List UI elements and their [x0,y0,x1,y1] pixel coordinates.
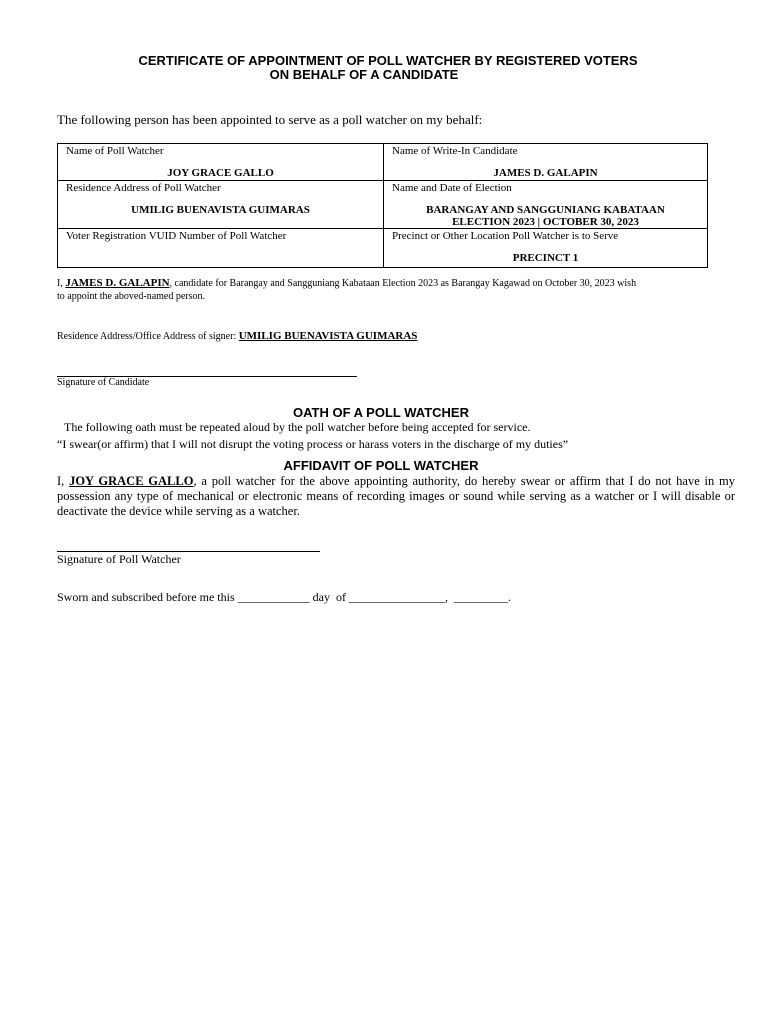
candidate-name-cell [384,144,708,181]
residence-cell [58,181,384,229]
signer-address-value: UMILIG BUENAVISTA GUIMARAS [238,330,418,342]
affidavit-rest: , a poll watcher for the above appointing authority, do hereby swear or affirm that I do not have in my possession any type of mechanical or electronic means of recording images or sound while serving as a watcher or I will disable or deactivate the device while serving as a watcher. [57,474,736,518]
vuid-label: Voter Registration VUID Number of Poll Watcher [66,230,287,242]
vuid-cell [58,229,384,268]
appointment-statement [57,277,737,303]
oath-text: “I swear(or affirm) that I will not disrupt the voting process or harass voters in the discharge of my duties” [57,437,569,451]
affidavit-prefix: I, [57,474,70,488]
signer-address [57,330,417,342]
candidate-name-value: JAMES D. GALAPIN [493,167,598,179]
oath-instruction: The following oath must be repeated aloud by the poll watcher before being accepted for service. [64,420,531,434]
sworn-statement: Sworn and subscribed before me this ____________ day of ________________, _________. [57,590,511,604]
statement-rest: , candidate for Barangay and Sangguniang Kabataan Election 2023 as Barangay Kagawad on October 30, 2023 wish [169,278,637,289]
oath-heading: OATH OF A POLL WATCHER [293,405,469,420]
precinct-value: PRECINCT 1 [512,252,579,264]
poll-watcher-name-value: JOY GRACE GALLO [167,167,274,179]
election-value-line1: BARANGAY AND SANGGUNIANG KABATAAN [426,204,665,216]
statement-prefix: I, [57,278,66,289]
poll-watcher-name-cell [58,144,384,181]
appointment-table [57,143,708,268]
affidavit-heading: AFFIDAVIT OF POLL WATCHER [283,458,479,473]
affidavit-watcher-name: JOY GRACE GALLO [69,474,194,488]
precinct-label: Precinct or Other Location Poll Watcher is to Serve [392,230,619,242]
statement-candidate-name: JAMES D. GALAPIN [65,277,170,289]
watcher-signature-label: Signature of Poll Watcher [57,552,181,566]
affidavit-text [57,474,735,519]
statement-line2: to appoint the aboved-named person. [57,291,206,302]
election-value-line2: ELECTION 2023 | OCTOBER 30, 2023 [452,216,639,228]
document-title-line1: CERTIFICATE OF APPOINTMENT OF POLL WATCHER BY REGISTERED VOTERS [138,53,638,68]
poll-watcher-name-label: Name of Poll Watcher [66,145,164,157]
candidate-signature-label: Signature of Candidate [57,377,150,388]
residence-value: UMILIG BUENAVISTA GUIMARAS [131,204,310,216]
precinct-cell [384,229,708,268]
election-cell [384,181,708,229]
candidate-name-label: Name of Write-In Candidate [392,145,518,157]
election-label: Name and Date of Election [392,182,512,194]
signer-address-label: Residence Address/Office Address of signer: [57,331,239,342]
document-title-line2: ON BEHALF OF A CANDIDATE [269,67,459,82]
residence-label: Residence Address of Poll Watcher [66,182,221,194]
intro-text: The following person has been appointed to serve as a poll watcher on my behalf: [57,112,483,127]
